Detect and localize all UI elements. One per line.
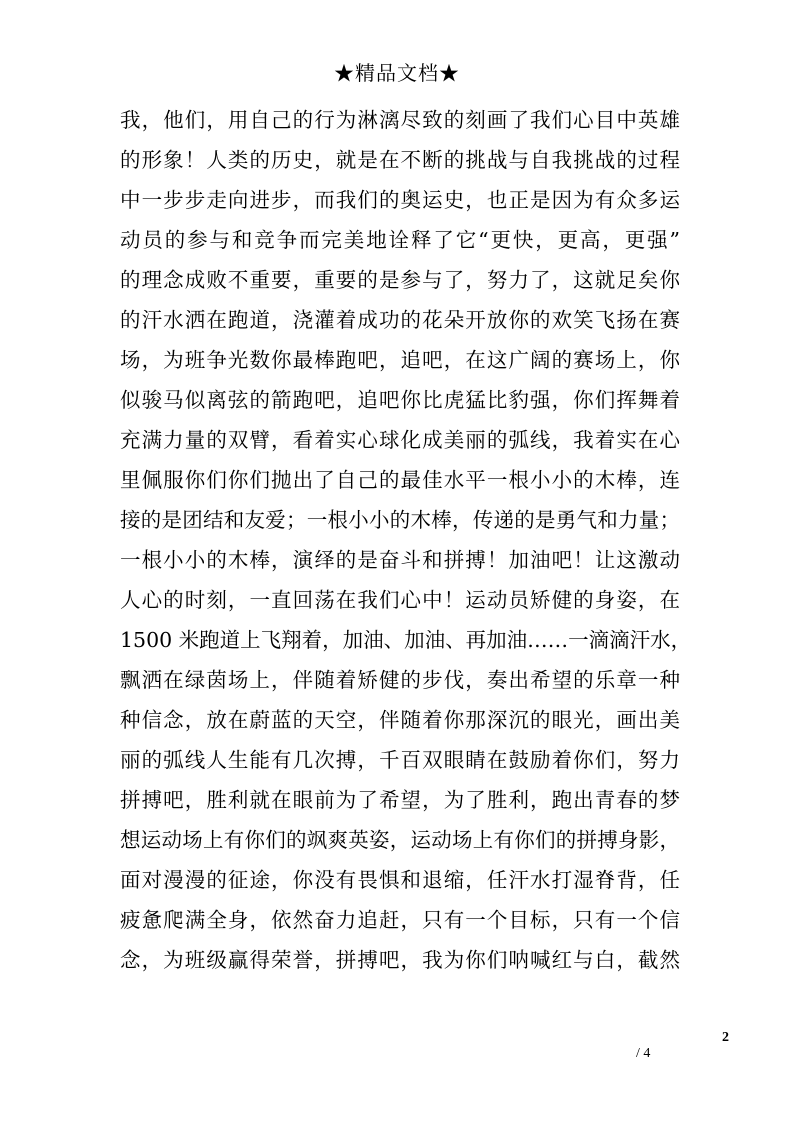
text-line: 1500 米跑道上飞翔着，加油、加油、再加油……一滴滴汗水，	[120, 628, 692, 652]
text-line: 想运动场上有你们的飒爽英姿，运动场上有你们的拼搏身影，	[120, 828, 680, 852]
text-line: 的形象！人类的历史，就是在不断的挑战与自我挑战的过程	[120, 148, 680, 172]
text-line: 的汗水洒在跑道，浇灌着成功的花朵开放你的欢笑飞扬在赛	[120, 308, 680, 332]
text-line: 种信念，放在蔚蓝的天空，伴随着你那深沉的眼光，画出美	[120, 708, 680, 732]
text-line: 里佩服你们你们抛出了自己的最佳水平一根小小的木棒，连	[120, 468, 680, 492]
page-total: / 4	[636, 1046, 651, 1061]
text-line: 的理念成败不重要，重要的是参与了，努力了，这就足矣你	[120, 268, 680, 292]
text-line: 中一步步走向进步，而我们的奥运史，也正是因为有众多运	[120, 188, 680, 212]
text-line: 丽的弧线人生能有几次搏，千百双眼睛在鼓励着你们，努力	[120, 748, 680, 772]
document-body	[120, 100, 692, 980]
text-line: 人心的时刻，一直回荡在我们心中！运动员矫健的身姿，在	[120, 588, 680, 612]
text-line: 动员的参与和竞争而完美地诠释了它“更快，更高，更强”	[120, 228, 680, 252]
text-line: 飘洒在绿茵场上，伴随着矫健的步伐，奏出希望的乐章一种	[120, 668, 680, 692]
text-line: 念，为班级赢得荣誉，拼搏吧，我为你们呐喊红与白，截然	[120, 948, 680, 972]
text-line: 疲惫爬满全身，依然奋力追赶，只有一个目标，只有一个信	[120, 908, 680, 932]
text-line: 面对漫漫的征途，你没有畏惧和退缩，任汗水打湿脊背，任	[120, 868, 680, 892]
document-header-title: ★精品文档★	[334, 61, 460, 85]
text-line: 充满力量的双臂，看着实心球化成美丽的弧线，我着实在心	[120, 428, 680, 452]
page-number: 2	[722, 1030, 729, 1045]
text-line: 场，为班争光数你最棒跑吧，追吧，在这广阔的赛场上，你	[120, 348, 680, 372]
text-line: 似骏马似离弦的箭跑吧，追吧你比虎猛比豹强，你们挥舞着	[120, 388, 680, 412]
text-line: 接的是团结和友爱；一根小小的木棒，传递的是勇气和力量；	[120, 508, 680, 532]
text-line: 拼搏吧，胜利就在眼前为了希望，为了胜利，跑出青春的梦	[120, 788, 680, 812]
text-line: 一根小小的木棒，演绎的是奋斗和拼搏！加油吧！让这激动	[120, 548, 680, 572]
text-line: 我，他们，用自己的行为淋漓尽致的刻画了我们心目中英雄	[120, 108, 680, 132]
